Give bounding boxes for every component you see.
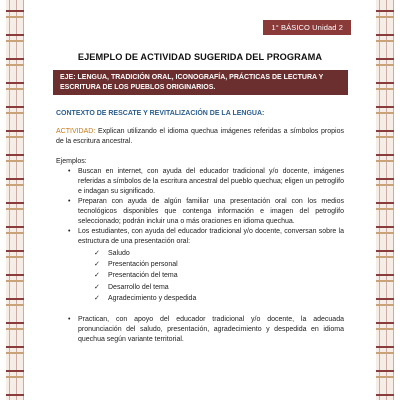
checklist-item-text: Presentación del tema <box>108 272 178 280</box>
checkmark-icon: ✓ <box>94 283 100 291</box>
page-title: EJEMPLO DE ACTIVIDAD SUGERIDA DEL PROGRAMA <box>77 52 323 62</box>
list-item-text: Practican, con apoyo del educador tradicional y/o docente, la adecuada pronunciación del saludo, presentación, agradecimiento y despedida en idioma quechua según variante territorial. <box>78 316 344 344</box>
list-item-text: Buscan en internet, con ayuda del educador tradicional y/o docente, imágenes referidas a símbolos de la escritura ancestral del pueblo quechua; eligen un petroglifo e indagan su significado. <box>78 168 344 195</box>
checkmark-icon: ✓ <box>94 272 100 280</box>
list-item <box>56 167 344 197</box>
list-item <box>56 197 344 227</box>
list-item-text: Preparan con ayuda de algún familiar una presentación oral con los medios tecnológicos disponibles que contenga información e imagen del petroglifo seleccionado; podrán incluir una o más oraciones en idioma quechua. <box>78 198 344 225</box>
bullet-icon: • <box>68 316 71 324</box>
checklist-item <box>78 259 344 270</box>
activity-text: Explican utilizando el idioma quechua imágenes referidas a símbolos propios de la escritura ancestral. <box>56 128 344 145</box>
context-heading: CONTEXTO DE RESCATE Y REVITALIZACIÓN DE LA LENGUA: <box>56 110 265 117</box>
bullet-icon: • <box>68 228 71 235</box>
axis-banner: EJE: LENGUA, TRADICIÓN ORAL, ICONOGRAFÍA, PRÁCTICAS DE LECTURA Y ESCRITURA DE LOS PUEBLOS ORIGINARIOS. <box>53 70 348 95</box>
checklist-item <box>78 270 344 281</box>
activity-paragraph <box>56 127 344 147</box>
checklist-item <box>78 248 344 259</box>
checkmark-icon: ✓ <box>94 250 100 257</box>
checklist-item <box>78 282 344 293</box>
presentation-structure-checklist <box>78 248 344 304</box>
bullet-icon: • <box>68 168 71 175</box>
examples-list <box>56 167 344 345</box>
checkmark-icon: ✓ <box>94 294 100 302</box>
bullet-icon: • <box>68 198 71 205</box>
activity-label: ACTIVIDAD: <box>56 128 96 135</box>
list-item-text: Los estudiantes, con ayuda del educador tradicional y/o docente, conversan sobre la estructura de una presentación oral: <box>78 228 344 245</box>
checkmark-icon: ✓ <box>94 261 100 269</box>
checklist-item <box>78 293 344 304</box>
unit-badge: 1° BÁSICO Unidad 2 <box>263 20 351 35</box>
examples-label: Ejemplos: <box>56 158 87 165</box>
checklist-item-text: Agradecimiento y despedida <box>108 294 197 302</box>
checklist-item-text: Saludo <box>108 250 130 257</box>
checklist-item-text: Presentación personal <box>108 261 178 269</box>
list-item <box>56 315 344 345</box>
checklist-item-text: Desarrollo del tema <box>108 283 169 291</box>
list-item <box>56 227 344 304</box>
